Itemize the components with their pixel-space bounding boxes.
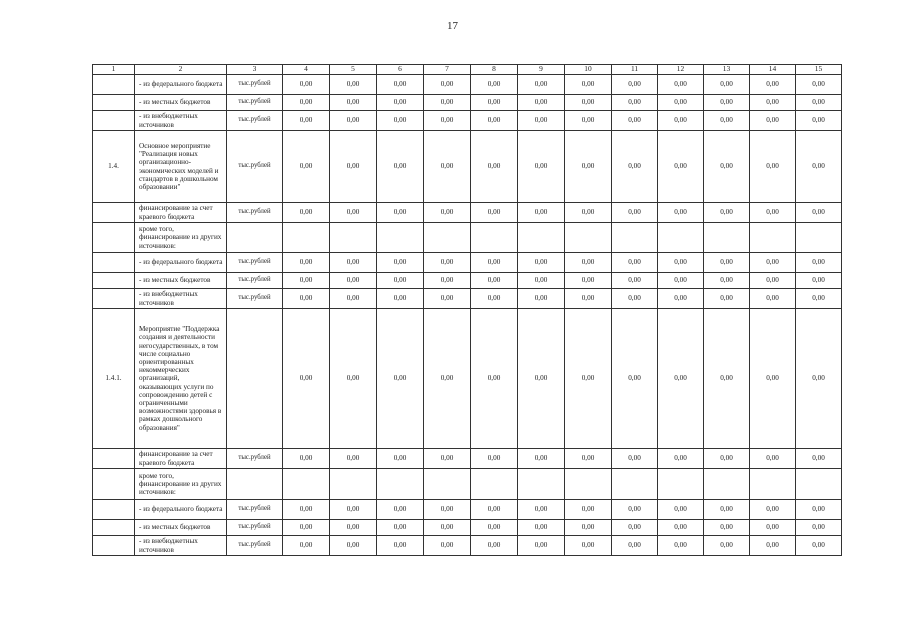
value-cell: 0,00 (565, 500, 612, 520)
row-unit: тыс.рублей (227, 253, 283, 273)
row-unit: тыс.рублей (227, 203, 283, 223)
value-cell: 0,00 (377, 203, 424, 223)
table-row (93, 536, 842, 556)
value-cell: 0,00 (658, 131, 704, 203)
value-cell: 0,00 (612, 500, 658, 520)
value-cell: 0,00 (471, 449, 518, 469)
value-cell: 0,00 (612, 131, 658, 203)
value-cell (377, 469, 424, 500)
value-cell: 0,00 (612, 536, 658, 556)
value-cell: 0,00 (750, 203, 796, 223)
value-cell: 0,00 (658, 520, 704, 536)
value-cell: 0,00 (424, 111, 471, 131)
row-number (93, 273, 135, 289)
row-unit (227, 309, 283, 449)
value-cell: 0,00 (518, 75, 565, 95)
value-cell: 0,00 (704, 111, 750, 131)
value-cell: 0,00 (518, 253, 565, 273)
value-cell: 0,00 (330, 309, 377, 449)
value-cell: 0,00 (377, 520, 424, 536)
header-cell: 11 (612, 65, 658, 75)
row-number (93, 111, 135, 131)
value-cell: 0,00 (796, 203, 842, 223)
value-cell: 0,00 (658, 203, 704, 223)
header-cell: 1 (93, 65, 135, 75)
value-cell: 0,00 (518, 273, 565, 289)
value-cell (565, 223, 612, 253)
value-cell (704, 223, 750, 253)
value-cell: 0,00 (424, 309, 471, 449)
table-row (93, 289, 842, 309)
header-cell: 8 (471, 65, 518, 75)
value-cell: 0,00 (612, 111, 658, 131)
value-cell: 0,00 (330, 203, 377, 223)
row-number: 1.4. (93, 131, 135, 203)
value-cell (377, 223, 424, 253)
value-cell: 0,00 (283, 75, 330, 95)
value-cell (796, 469, 842, 500)
value-cell: 0,00 (612, 95, 658, 111)
table-body (93, 65, 842, 556)
value-cell: 0,00 (704, 95, 750, 111)
value-cell: 0,00 (796, 520, 842, 536)
value-cell: 0,00 (424, 131, 471, 203)
value-cell: 0,00 (471, 95, 518, 111)
value-cell (612, 223, 658, 253)
value-cell (518, 469, 565, 500)
value-cell: 0,00 (704, 253, 750, 273)
header-cell: 5 (330, 65, 377, 75)
value-cell: 0,00 (471, 111, 518, 131)
header-cell: 14 (750, 65, 796, 75)
row-unit: тыс.рублей (227, 95, 283, 111)
value-cell: 0,00 (518, 309, 565, 449)
value-cell: 0,00 (750, 111, 796, 131)
value-cell: 0,00 (330, 253, 377, 273)
value-cell (658, 223, 704, 253)
row-number (93, 253, 135, 273)
value-cell: 0,00 (330, 536, 377, 556)
value-cell: 0,00 (796, 253, 842, 273)
row-number (93, 203, 135, 223)
value-cell: 0,00 (658, 500, 704, 520)
row-description: - из федерального бюджета (135, 253, 227, 273)
row-description: кроме того, финансирование из других источников: (135, 223, 227, 253)
value-cell: 0,00 (612, 289, 658, 309)
value-cell: 0,00 (612, 75, 658, 95)
value-cell: 0,00 (377, 536, 424, 556)
value-cell: 0,00 (750, 131, 796, 203)
value-cell: 0,00 (518, 449, 565, 469)
value-cell: 0,00 (612, 273, 658, 289)
value-cell (704, 469, 750, 500)
value-cell: 0,00 (283, 289, 330, 309)
row-unit: тыс.рублей (227, 520, 283, 536)
value-cell: 0,00 (377, 75, 424, 95)
row-unit: тыс.рублей (227, 500, 283, 520)
value-cell: 0,00 (704, 449, 750, 469)
value-cell: 0,00 (565, 95, 612, 111)
row-number (93, 449, 135, 469)
value-cell: 0,00 (330, 111, 377, 131)
value-cell (424, 223, 471, 253)
value-cell (612, 469, 658, 500)
value-cell: 0,00 (565, 449, 612, 469)
value-cell: 0,00 (471, 289, 518, 309)
value-cell: 0,00 (424, 289, 471, 309)
row-number (93, 500, 135, 520)
value-cell: 0,00 (565, 253, 612, 273)
value-cell (796, 223, 842, 253)
value-cell: 0,00 (377, 309, 424, 449)
value-cell: 0,00 (283, 131, 330, 203)
value-cell: 0,00 (283, 500, 330, 520)
value-cell: 0,00 (471, 203, 518, 223)
value-cell: 0,00 (471, 309, 518, 449)
value-cell: 0,00 (565, 520, 612, 536)
row-description: Основное мероприятие "Реализация новых организационно-экономических моделей и стандартов в дошкольном образовании" (135, 131, 227, 203)
header-cell: 9 (518, 65, 565, 75)
value-cell: 0,00 (330, 520, 377, 536)
value-cell: 0,00 (704, 75, 750, 95)
value-cell: 0,00 (471, 75, 518, 95)
value-cell: 0,00 (518, 289, 565, 309)
row-number (93, 289, 135, 309)
value-cell: 0,00 (424, 536, 471, 556)
value-cell: 0,00 (330, 449, 377, 469)
row-description: - из внебюджетных источников (135, 111, 227, 131)
value-cell: 0,00 (330, 500, 377, 520)
value-cell: 0,00 (796, 273, 842, 289)
value-cell: 0,00 (377, 95, 424, 111)
value-cell: 0,00 (658, 75, 704, 95)
value-cell: 0,00 (612, 253, 658, 273)
row-unit (227, 223, 283, 253)
value-cell: 0,00 (796, 75, 842, 95)
value-cell: 0,00 (471, 253, 518, 273)
value-cell: 0,00 (796, 289, 842, 309)
value-cell: 0,00 (518, 500, 565, 520)
value-cell: 0,00 (750, 253, 796, 273)
header-cell: 2 (135, 65, 227, 75)
value-cell (565, 469, 612, 500)
value-cell: 0,00 (612, 309, 658, 449)
header-cell: 15 (796, 65, 842, 75)
value-cell: 0,00 (330, 95, 377, 111)
row-description: кроме того, финансирование из других источников: (135, 469, 227, 500)
table-row (93, 273, 842, 289)
value-cell: 0,00 (283, 309, 330, 449)
value-cell: 0,00 (704, 273, 750, 289)
row-number (93, 520, 135, 536)
row-number (93, 536, 135, 556)
value-cell: 0,00 (283, 111, 330, 131)
value-cell: 0,00 (750, 449, 796, 469)
value-cell: 0,00 (612, 203, 658, 223)
table-row (93, 500, 842, 520)
value-cell: 0,00 (424, 95, 471, 111)
value-cell (424, 469, 471, 500)
row-unit: тыс.рублей (227, 131, 283, 203)
row-unit: тыс.рублей (227, 111, 283, 131)
value-cell: 0,00 (283, 95, 330, 111)
value-cell: 0,00 (704, 500, 750, 520)
table-row (93, 131, 842, 203)
value-cell: 0,00 (424, 253, 471, 273)
value-cell (330, 223, 377, 253)
value-cell: 0,00 (750, 273, 796, 289)
row-unit: тыс.рублей (227, 75, 283, 95)
table-row (93, 111, 842, 131)
value-cell: 0,00 (283, 203, 330, 223)
row-description: финансирование за счет краевого бюджета (135, 449, 227, 469)
row-description: - из федерального бюджета (135, 500, 227, 520)
value-cell: 0,00 (471, 520, 518, 536)
value-cell: 0,00 (377, 500, 424, 520)
table-row (93, 309, 842, 449)
header-cell: 6 (377, 65, 424, 75)
value-cell: 0,00 (658, 449, 704, 469)
row-number (93, 469, 135, 500)
value-cell: 0,00 (796, 500, 842, 520)
value-cell: 0,00 (750, 95, 796, 111)
value-cell: 0,00 (377, 253, 424, 273)
value-cell: 0,00 (750, 500, 796, 520)
value-cell: 0,00 (796, 536, 842, 556)
value-cell: 0,00 (796, 111, 842, 131)
value-cell: 0,00 (518, 111, 565, 131)
value-cell: 0,00 (612, 520, 658, 536)
value-cell (750, 469, 796, 500)
value-cell: 0,00 (330, 131, 377, 203)
value-cell: 0,00 (471, 131, 518, 203)
value-cell: 0,00 (377, 111, 424, 131)
row-description: - из местных бюджетов (135, 95, 227, 111)
table-row (93, 203, 842, 223)
value-cell: 0,00 (424, 75, 471, 95)
value-cell: 0,00 (330, 75, 377, 95)
value-cell: 0,00 (612, 449, 658, 469)
row-number (93, 223, 135, 253)
value-cell (330, 469, 377, 500)
value-cell: 0,00 (565, 75, 612, 95)
value-cell: 0,00 (750, 309, 796, 449)
value-cell: 0,00 (796, 449, 842, 469)
row-description: - из местных бюджетов (135, 273, 227, 289)
value-cell: 0,00 (471, 500, 518, 520)
value-cell (471, 469, 518, 500)
table-row (93, 520, 842, 536)
header-cell: 7 (424, 65, 471, 75)
value-cell: 0,00 (518, 520, 565, 536)
value-cell: 0,00 (424, 273, 471, 289)
value-cell: 0,00 (658, 309, 704, 449)
value-cell: 0,00 (750, 289, 796, 309)
value-cell: 0,00 (565, 111, 612, 131)
row-description: Мероприятие "Поддержка создания и деятельности негосударственных, в том числе социально ориентированных некоммерческих организаций, оказывающих услуги по сопровождению детей с ограниченными возможностями здоровья в рамках дошкольного образования" (135, 309, 227, 449)
row-unit: тыс.рублей (227, 273, 283, 289)
value-cell: 0,00 (796, 95, 842, 111)
table-row (93, 469, 842, 500)
row-unit: тыс.рублей (227, 289, 283, 309)
value-cell: 0,00 (565, 273, 612, 289)
row-description: - из внебюджетных источников (135, 536, 227, 556)
value-cell: 0,00 (565, 289, 612, 309)
row-number (93, 75, 135, 95)
header-cell: 12 (658, 65, 704, 75)
value-cell: 0,00 (283, 536, 330, 556)
value-cell: 0,00 (750, 520, 796, 536)
value-cell: 0,00 (565, 203, 612, 223)
page-number: 17 (447, 20, 458, 32)
value-cell: 0,00 (377, 273, 424, 289)
value-cell: 0,00 (283, 273, 330, 289)
value-cell: 0,00 (658, 536, 704, 556)
value-cell: 0,00 (518, 203, 565, 223)
value-cell: 0,00 (283, 520, 330, 536)
value-cell: 0,00 (658, 273, 704, 289)
value-cell: 0,00 (704, 536, 750, 556)
row-description: - из внебюджетных источников (135, 289, 227, 309)
header-cell: 3 (227, 65, 283, 75)
value-cell: 0,00 (658, 289, 704, 309)
value-cell: 0,00 (518, 536, 565, 556)
value-cell (750, 223, 796, 253)
table-row (93, 253, 842, 273)
value-cell (658, 469, 704, 500)
row-description: - из местных бюджетов (135, 520, 227, 536)
table-row (93, 75, 842, 95)
table-row (93, 223, 842, 253)
value-cell (283, 223, 330, 253)
value-cell: 0,00 (424, 520, 471, 536)
header-row (93, 65, 842, 75)
value-cell: 0,00 (330, 273, 377, 289)
row-number: 1.4.1. (93, 309, 135, 449)
header-cell: 13 (704, 65, 750, 75)
value-cell: 0,00 (704, 289, 750, 309)
header-cell: 10 (565, 65, 612, 75)
table-row (93, 95, 842, 111)
value-cell: 0,00 (704, 203, 750, 223)
value-cell: 0,00 (565, 536, 612, 556)
value-cell (471, 223, 518, 253)
value-cell: 0,00 (518, 131, 565, 203)
value-cell: 0,00 (283, 253, 330, 273)
value-cell: 0,00 (283, 449, 330, 469)
value-cell (283, 469, 330, 500)
value-cell: 0,00 (424, 449, 471, 469)
value-cell: 0,00 (518, 95, 565, 111)
value-cell: 0,00 (377, 289, 424, 309)
row-description: финансирование за счет краевого бюджета (135, 203, 227, 223)
value-cell: 0,00 (796, 131, 842, 203)
value-cell: 0,00 (750, 536, 796, 556)
row-unit: тыс.рублей (227, 449, 283, 469)
value-cell: 0,00 (658, 95, 704, 111)
value-cell (518, 223, 565, 253)
value-cell: 0,00 (330, 289, 377, 309)
value-cell: 0,00 (471, 536, 518, 556)
row-unit: тыс.рублей (227, 536, 283, 556)
value-cell: 0,00 (658, 111, 704, 131)
value-cell: 0,00 (750, 75, 796, 95)
value-cell: 0,00 (424, 203, 471, 223)
value-cell: 0,00 (704, 131, 750, 203)
row-unit (227, 469, 283, 500)
value-cell: 0,00 (471, 273, 518, 289)
budget-table (92, 64, 842, 556)
value-cell: 0,00 (377, 449, 424, 469)
value-cell: 0,00 (565, 131, 612, 203)
row-number (93, 95, 135, 111)
value-cell: 0,00 (796, 309, 842, 449)
row-description: - из федерального бюджета (135, 75, 227, 95)
value-cell: 0,00 (565, 309, 612, 449)
value-cell: 0,00 (377, 131, 424, 203)
header-cell: 4 (283, 65, 330, 75)
value-cell: 0,00 (704, 309, 750, 449)
value-cell: 0,00 (658, 253, 704, 273)
table-row (93, 449, 842, 469)
value-cell: 0,00 (424, 500, 471, 520)
value-cell: 0,00 (704, 520, 750, 536)
